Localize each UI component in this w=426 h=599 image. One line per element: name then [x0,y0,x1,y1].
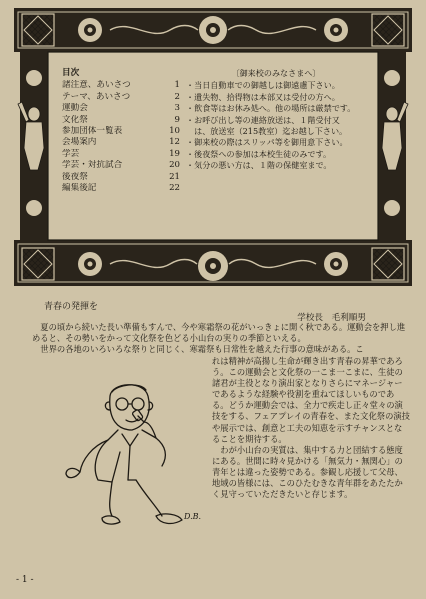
article-title: 青春の発揮を [44,302,99,312]
toc-item-page: 12 [169,137,180,148]
toc-item [62,92,180,103]
toc-item-page: 2 [174,91,180,102]
toc-item-label: 諸注意、あいさつ [62,80,131,91]
toc-item [62,160,180,171]
toc-title: 目次 [62,68,80,78]
page-number: - 1 - [16,575,34,585]
article-body-right [212,356,410,500]
article-paragraph: 夏の頃から続いた長い準備もすんで、今や寒霜祭の花がいっきょに開く秋である。運動会を押し進めると、その勢いをかって文化祭を色どる小山台の実りの季節といえる。 [32,322,406,344]
table-of-contents [62,68,180,194]
toc-item-page: 21 [169,171,180,182]
article-body-top [32,322,410,355]
toc-item [62,137,180,148]
notice-item: ・お呼び出し等の連絡放送は、１階受付又 [186,114,340,125]
toc-item-page: 1 [174,80,180,91]
toc-item [62,183,180,194]
toc-item-label: 運動会 [62,103,88,114]
notice-item: は、放送室（215教室）迄お越し下さい。 [186,126,348,137]
toc-item-label: 文化祭 [62,114,88,125]
notice-title: 〔御来校のみなさまへ〕 [231,68,321,78]
toc-item [62,149,180,160]
toc-item-page: 3 [174,103,180,114]
toc-item-label: 学芸 [62,148,80,159]
notice-item: ・気分の悪い方は、１階の保健室まで。 [186,160,332,171]
toc-item [62,172,180,183]
illustrator-signature: D.B. [184,512,202,521]
toc-item-page: 10 [169,126,180,137]
toc-item-label: 編集後記 [62,183,97,194]
toc-item [62,80,180,91]
toc-item-page: 22 [169,183,180,194]
notice-item: ・遺失物、拾得物は本部又は受付の方へ。 [186,91,340,102]
toc-item [62,126,180,137]
toc-item-label: 参加団体一覧表 [62,126,123,137]
toc-item-page: 20 [169,160,180,171]
notice-item: ・御来校の際はスリッパ等を御用意下さい。 [186,137,348,148]
principal-caricature [52,376,208,534]
toc-item-page: 19 [169,148,180,159]
toc-item-label: 後夜祭 [62,171,88,182]
toc-item-page: 9 [174,114,180,125]
notice-item: ・後夜祭への参加は本校生徒のみです。 [186,148,332,159]
article-paragraph: 世界の各地のいろいろな祭りと同じく、寒霜祭も日常性を越えた行事の意味がある。こ [40,344,364,355]
toc-item-label: 会場案内 [62,137,97,148]
toc-item [62,103,180,114]
visitor-notice [186,68,366,172]
article-paragraph: わが小山台の実質は、集中する力と団結する態度にある。世間に時々見かける「無気力・無関心」の青年とは違った姿勢である。参観し応援して父母、地域の皆様には、このひたむきな青年群をあたたかく見守っていただきたいと存じます。 [212,444,403,500]
toc-item-label: テーマ、あいさつ [62,91,131,102]
toc-item-label: 学芸・対抗試合 [62,160,123,171]
article-paragraph: れは精神が高揚し生命が輝き出す青春の昇華であろう。この運動会と文化祭の一こま一こまに、生徒の諸君が主役となり演出家となりさらにマネージャーであるような経験や役割を重ねてほしいものである。どうか運動会では、全力で疾走し正々堂々の演技をする、フェアプレイの青春を、また文化祭の演技や展示では、創意と工夫の知恵を示すチャンスとなることを期待する。 [212,356,410,444]
toc-item [62,115,180,126]
notice-item: ・当日自動車での御越しは御遠慮下さい。 [186,80,340,91]
article-author: 学校長 毛利順男 [297,313,366,323]
notice-item: ・飲食等はお休み処へ。他の場所は厳禁です。 [186,103,356,114]
